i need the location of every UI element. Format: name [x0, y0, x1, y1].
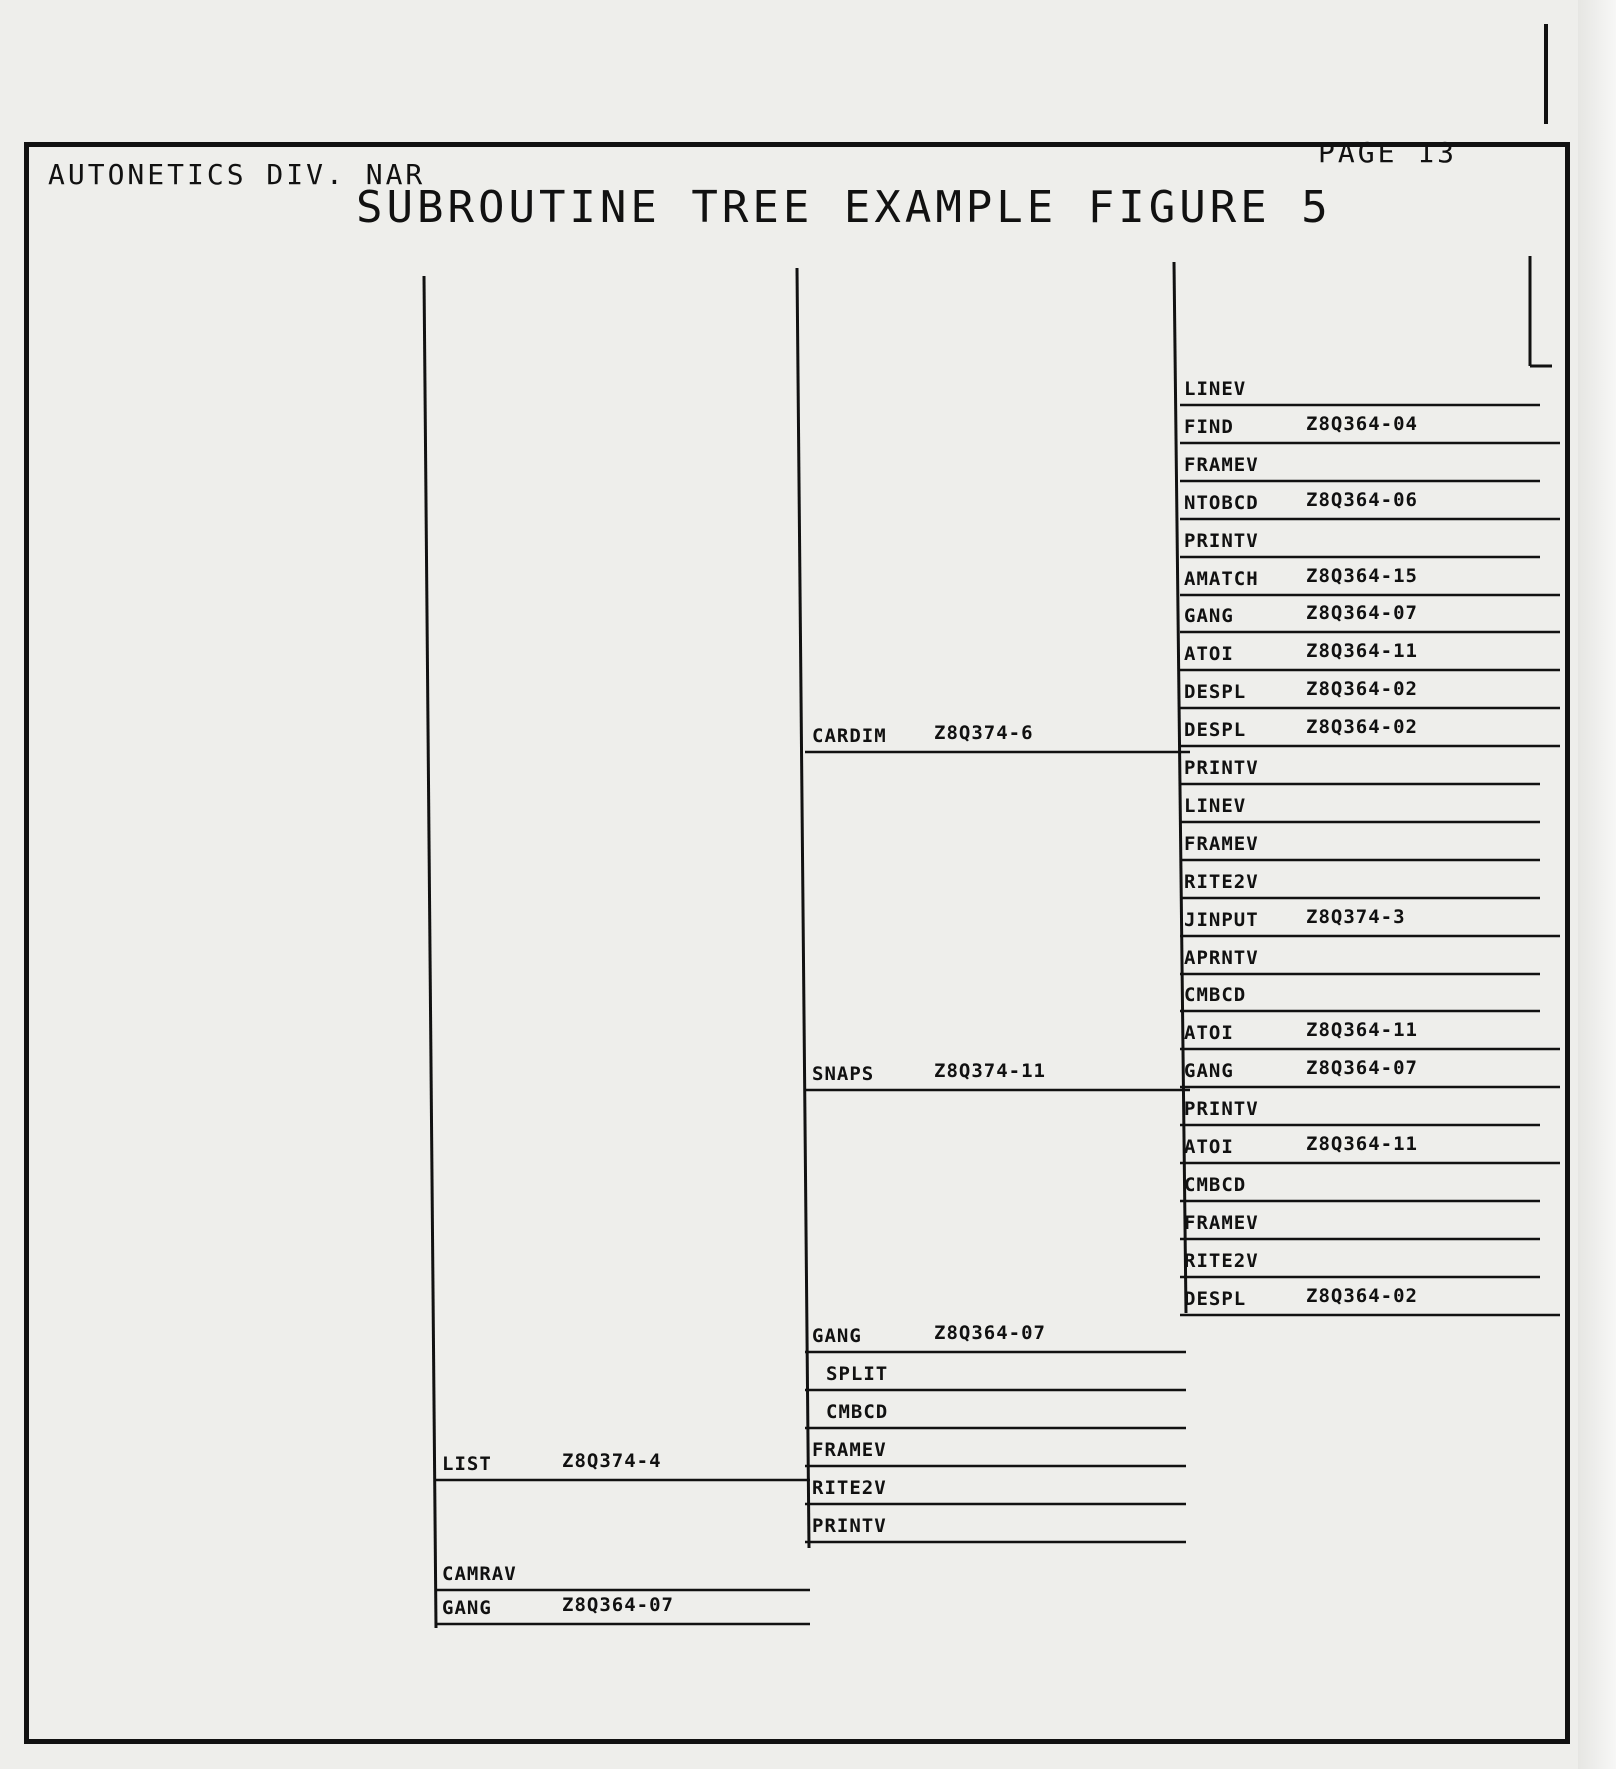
- subroutine-code: Z8Q364-15: [1306, 565, 1418, 587]
- subroutine-code: Z8Q374-4: [562, 1450, 662, 1472]
- subroutine-name: FIND: [1184, 416, 1234, 438]
- level1-spine: [424, 276, 436, 1628]
- subroutine-name: CMBCD: [1184, 1174, 1247, 1196]
- subroutine-name: PRINTV: [1184, 1098, 1259, 1120]
- subroutine-name: JINPUT: [1184, 909, 1259, 931]
- subroutine-name: FRAMEV: [1184, 833, 1259, 855]
- subroutine-name: CMBCD: [826, 1401, 889, 1423]
- subroutine-name: GANG: [1184, 1060, 1234, 1082]
- subroutine-name: ATOI: [1184, 643, 1234, 665]
- subroutine-code: Z8Q364-11: [1306, 1133, 1418, 1155]
- subroutine-code: Z8Q364-11: [1306, 640, 1418, 662]
- subroutine-name: RITE2V: [1184, 1250, 1259, 1272]
- subroutine-name: NTOBCD: [1184, 492, 1259, 514]
- subroutine-name: APRNTV: [1184, 947, 1259, 969]
- subroutine-code: Z8Q364-07: [1306, 602, 1418, 624]
- subroutine-name: CAMRAV: [442, 1563, 517, 1585]
- subroutine-code: Z8Q364-11: [1306, 1019, 1418, 1041]
- figure-title: SUBROUTINE TREE EXAMPLE FIGURE 5: [356, 182, 1332, 233]
- subroutine-code: Z8Q374-6: [934, 722, 1034, 744]
- subroutine-code: Z8Q364-02: [1306, 1285, 1418, 1307]
- subroutine-name: PRINTV: [1184, 757, 1259, 779]
- subroutine-name: DESPL: [1184, 1288, 1247, 1310]
- level2-spine: [797, 268, 809, 1548]
- subroutine-code: Z8Q364-04: [1306, 413, 1418, 435]
- subroutine-name: LIST: [442, 1453, 492, 1475]
- subroutine-name: ATOI: [1184, 1022, 1234, 1044]
- subroutine-name: FRAMEV: [1184, 454, 1259, 476]
- subroutine-name: LINEV: [1184, 795, 1247, 817]
- subroutine-name: RITE2V: [812, 1477, 887, 1499]
- subroutine-name: RITE2V: [1184, 871, 1259, 893]
- subroutine-name: CARDIM: [812, 725, 887, 747]
- subroutine-code: Z8Q364-07: [562, 1594, 674, 1616]
- subroutine-code: Z8Q374-3: [1306, 906, 1406, 928]
- subroutine-name: DESPL: [1184, 719, 1247, 741]
- subroutine-name: PRINTV: [1184, 530, 1259, 552]
- subroutine-name: GANG: [442, 1597, 492, 1619]
- subroutine-name: FRAMEV: [812, 1439, 887, 1461]
- subroutine-name: FRAMEV: [1184, 1212, 1259, 1234]
- subroutine-code: Z8Q364-07: [1306, 1057, 1418, 1079]
- subroutine-name: GANG: [812, 1325, 862, 1347]
- subroutine-name: SPLIT: [826, 1363, 889, 1385]
- organization-label: AUTONETICS DIV. NAR: [48, 158, 426, 191]
- subroutine-code: Z8Q364-06: [1306, 489, 1418, 511]
- subroutine-code: Z8Q364-02: [1306, 678, 1418, 700]
- subroutine-name: SNAPS: [812, 1063, 875, 1085]
- subroutine-code: Z8Q364-07: [934, 1322, 1046, 1344]
- subroutine-name: AMATCH: [1184, 568, 1259, 590]
- subroutine-name: ATOI: [1184, 1136, 1234, 1158]
- subroutine-name: LINEV: [1184, 378, 1247, 400]
- subroutine-name: DESPL: [1184, 681, 1247, 703]
- subroutine-code: Z8Q374-11: [934, 1060, 1046, 1082]
- subroutine-name: CMBCD: [1184, 984, 1247, 1006]
- subroutine-name: PRINTV: [812, 1515, 887, 1537]
- subroutine-name: GANG: [1184, 605, 1234, 627]
- page-number: PAGE 13: [1318, 136, 1458, 169]
- subroutine-code: Z8Q364-02: [1306, 716, 1418, 738]
